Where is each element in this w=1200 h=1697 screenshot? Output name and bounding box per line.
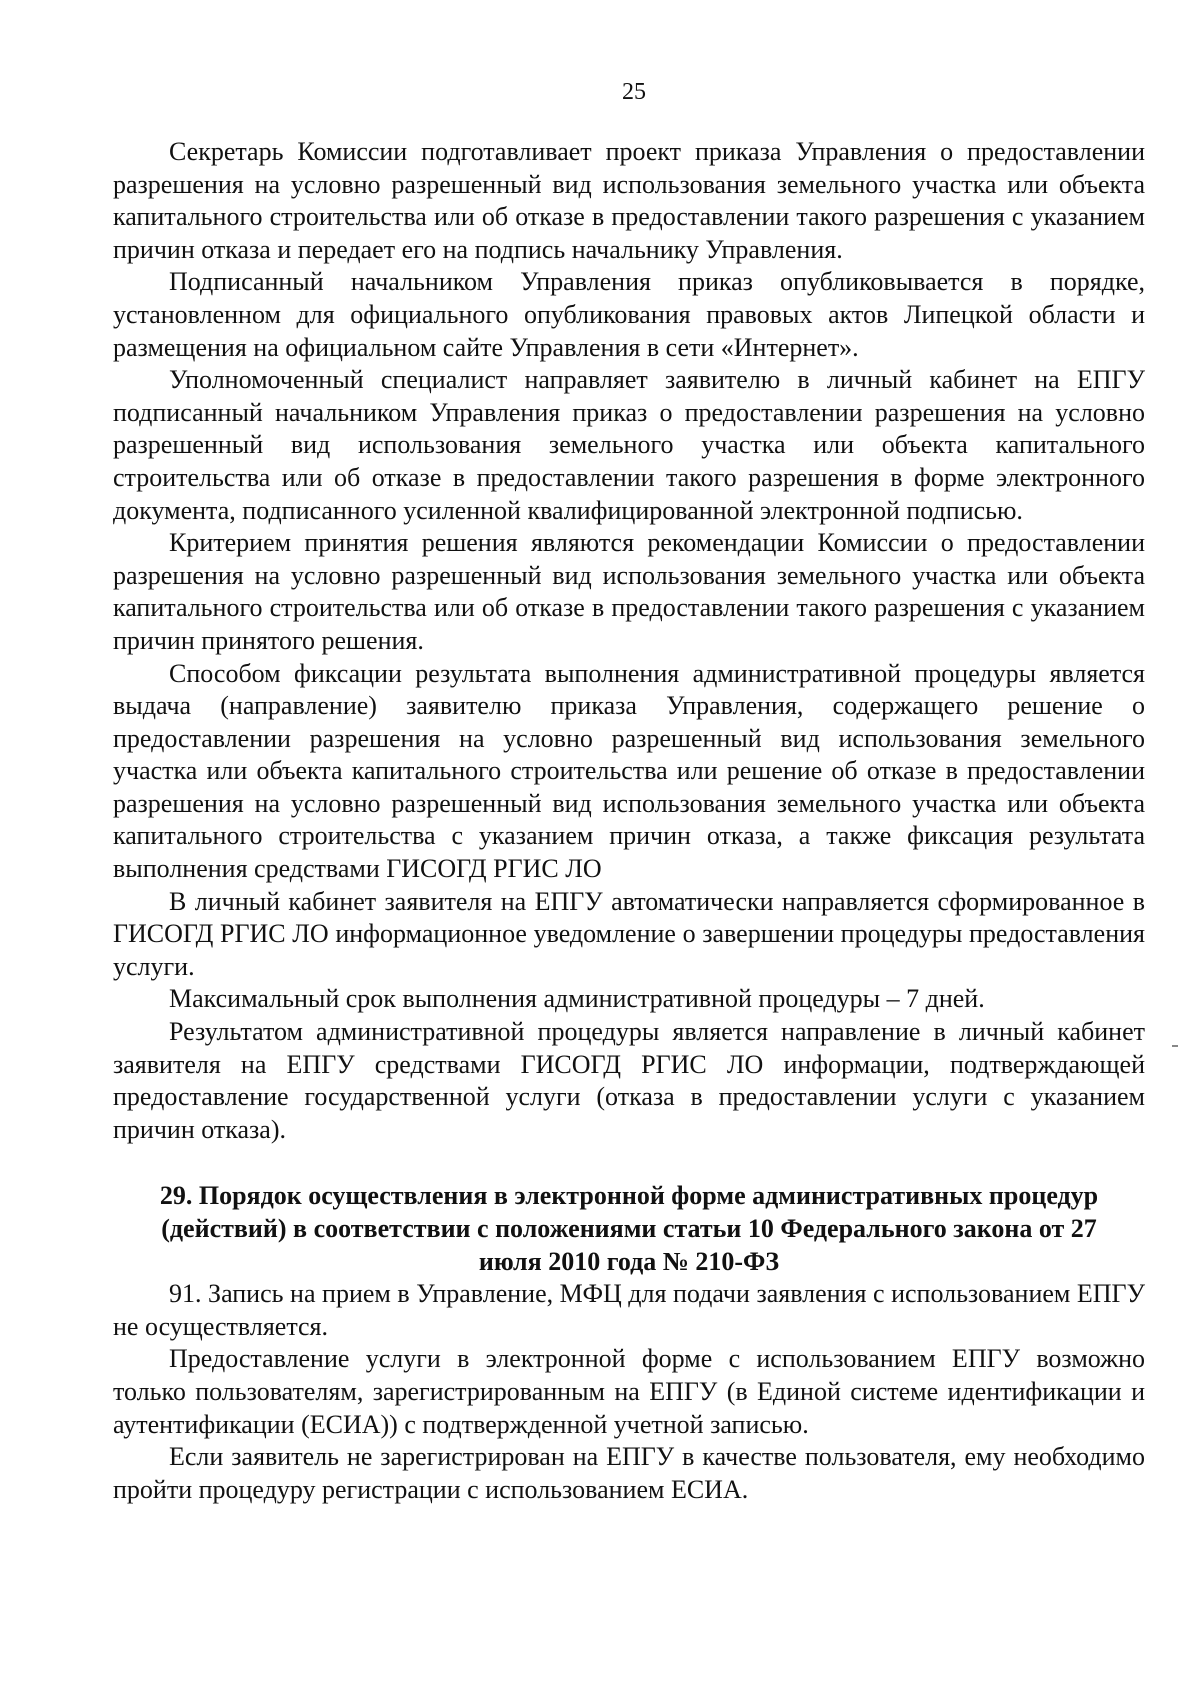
- page-number: 25: [622, 79, 646, 105]
- paragraph-91-appointment: 91. Запись на прием в Управление, МФЦ для подачи заявления с использованием ЕПГУ не осуществляется.: [113, 1279, 1145, 1341]
- scan-speck: [1172, 1045, 1178, 1047]
- section-heading-29: 29. Порядок осуществления в электронной форме административных процедур (действий) в соответствии с положениями статьи 10 Федерального закона от 27 июля 2010 года № 210-ФЗ: [159, 1181, 1099, 1276]
- paragraph-notification-to-cabinet: В личный кабинет заявителя на ЕПГУ автоматически направляется сформированное в ГИСОГД РГИС ЛО информационное уведомление о завершении процедуры предоставления услуги.: [113, 886, 1145, 981]
- paragraph-procedure-result: Результатом административной процедуры является направление в личный кабинет заявителя на ЕПГУ средствами ГИСОГД РГИС ЛО информации, подтверждающей предоставление государственной услуги (отказа в предоставлении услуги с указанием причин отказа).: [113, 1017, 1145, 1144]
- paragraph-registration-requirement: Если заявитель не зарегистрирован на ЕПГУ в качестве пользователя, ему необходимо пройти процедуру регистрации с использованием ЕСИА.: [113, 1442, 1145, 1504]
- paragraph-specialist-sends-order: Уполномоченный специалист направляет заявителю в личный кабинет на ЕПГУ подписанный начальником Управления приказ о предоставлении разрешения на условно разрешенный вид использования земельного участка или объекта капитального строительства или об отказе в предоставлении такого разрешения в форме электронного документа, подписанного усиленной квалифицированной электронной подписью.: [113, 365, 1145, 525]
- paragraph-electronic-service-availability: Предоставление услуги в электронной форме с использованием ЕПГУ возможно только пользователям, зарегистрированным на ЕПГУ (в Единой системе идентификации и аутентификации (ЕСИА)) с подтвержденной учетной записью.: [113, 1344, 1145, 1439]
- paragraph-order-publication: Подписанный начальником Управления приказ опубликовывается в порядке, установленном для официального опубликования правовых актов Липецкой области и размещения на официальном сайте Управления в сети «Интернет».: [113, 267, 1145, 362]
- document-body: [113, 136, 1145, 1506]
- paragraph-result-fixation: Способом фиксации результата выполнения административной процедуры является выдача (направление) заявителю приказа Управления, содержащего решение о предоставлении разрешения на условно разрешенный вид использования земельного участка или объекта капитального строительства или решение об отказе в предоставлении разрешения на условно разрешенный вид использования земельного участка или объекта капитального строительства с указанием причин отказа, а также фиксация результата выполнения средствами ГИСОГД РГИС ЛО: [113, 658, 1145, 884]
- paragraph-decision-criterion: Критерием принятия решения являются рекомендации Комиссии о предоставлении разрешения на условно разрешенный вид использования земельного участка или объекта капитального строительства или об отказе в предоставлении такого разрешения с указанием причин принятого решения.: [113, 528, 1145, 655]
- paragraph-secretary-prepares-order: Секретарь Комиссии подготавливает проект приказа Управления о предоставлении разрешения на условно разрешенный вид использования земельного участка или объекта капитального строительства или об отказе в предоставлении такого разрешения с указанием причин отказа и передает его на подпись начальнику Управления.: [113, 137, 1145, 264]
- paragraph-maximum-term: Максимальный срок выполнения административной процедуры – 7 дней.: [169, 984, 985, 1014]
